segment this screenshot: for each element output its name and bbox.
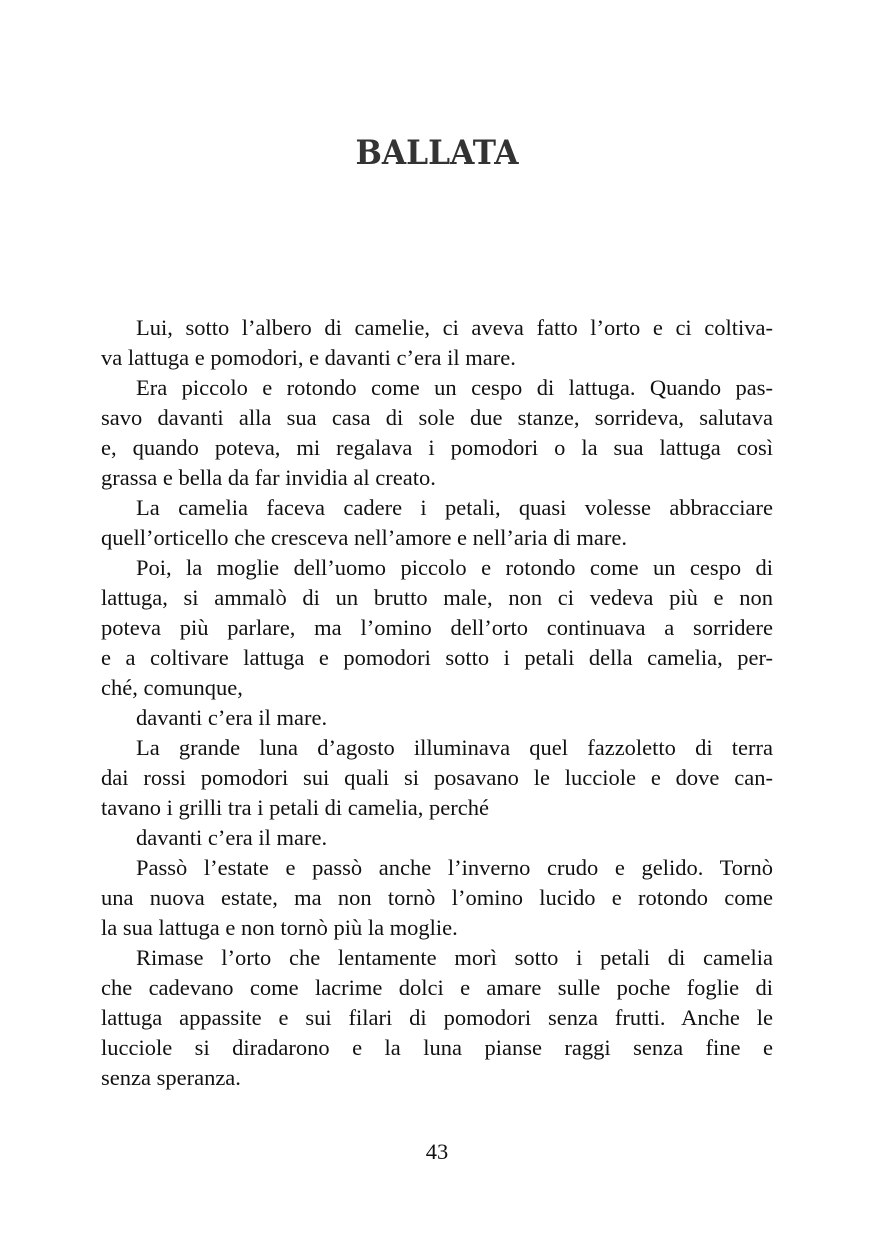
paragraph xyxy=(101,373,773,493)
paragraph xyxy=(101,943,773,1093)
text-line: grassa e bella da far invidia al creato. xyxy=(101,465,436,490)
text-line: davanti c’era il mare. xyxy=(136,705,328,730)
text-line: tavano i grilli tra i petali di camelia, perché xyxy=(101,795,489,820)
paragraph xyxy=(101,313,773,373)
text-line: Rimase l’orto che lentamente morì sotto i petali di camelia xyxy=(136,945,773,970)
text-line: Passò l’estate e passò anche l’inverno crudo e gelido. Tornò xyxy=(136,855,773,880)
text-line: ché, comunque, xyxy=(101,675,243,700)
text-line: Lui, sotto l’albero di camelie, ci aveva fatto l’orto e ci coltiva- xyxy=(136,315,773,340)
body-text xyxy=(101,313,773,1093)
text-line: lucciole si diradarono e la luna pianse raggi senza fine e xyxy=(101,1035,773,1060)
text-line: va lattuga e pomodori, e davanti c’era il mare. xyxy=(101,345,516,370)
text-line: e, quando poteva, mi regalava i pomodori o la sua lattuga così xyxy=(101,435,773,460)
text-line: la sua lattuga e non tornò più la moglie. xyxy=(101,915,458,940)
text-line: una nuova estate, ma non tornò l’omino lucido e rotondo come xyxy=(101,885,773,910)
text-line: lattuga appassite e sui filari di pomodori senza frutti. Anche le xyxy=(101,1005,773,1030)
paragraph xyxy=(101,853,773,943)
text-line: dai rossi pomodori sui quali si posavano le lucciole e dove can- xyxy=(101,765,773,790)
text-line: La camelia faceva cadere i petali, quasi volesse abbracciare xyxy=(136,495,773,520)
page-number: 43 xyxy=(425,1139,449,1164)
text-line: Poi, la moglie dell’uomo piccolo e rotondo come un cespo di xyxy=(136,555,773,580)
paragraph xyxy=(101,493,773,553)
chapter-title: BALLATA xyxy=(355,133,519,173)
text-line: davanti c’era il mare. xyxy=(136,825,328,850)
text-line: lattuga, si ammalò di un brutto male, non ci vedeva più e non xyxy=(101,585,773,610)
paragraph-refrain xyxy=(101,823,773,853)
text-line: poteva più parlare, ma l’omino dell’orto continuava a sorridere xyxy=(101,615,773,640)
text-line: e a coltivare lattuga e pomodori sotto i petali della camelia, per- xyxy=(101,645,773,670)
paragraph xyxy=(101,553,773,703)
text-line: La grande luna d’agosto illuminava quel fazzoletto di terra xyxy=(136,735,773,760)
text-line: quell’orticello che cresceva nell’amore e nell’aria di mare. xyxy=(101,525,627,550)
text-line: savo davanti alla sua casa di sole due stanze, sorrideva, salutava xyxy=(101,405,773,430)
text-line: Era piccolo e rotondo come un cespo di lattuga. Quando pas- xyxy=(136,375,773,400)
text-line: che cadevano come lacrime dolci e amare sulle poche foglie di xyxy=(101,975,773,1000)
paragraph-refrain xyxy=(101,703,773,733)
paragraph xyxy=(101,733,773,823)
text-line: senza speranza. xyxy=(101,1065,241,1090)
